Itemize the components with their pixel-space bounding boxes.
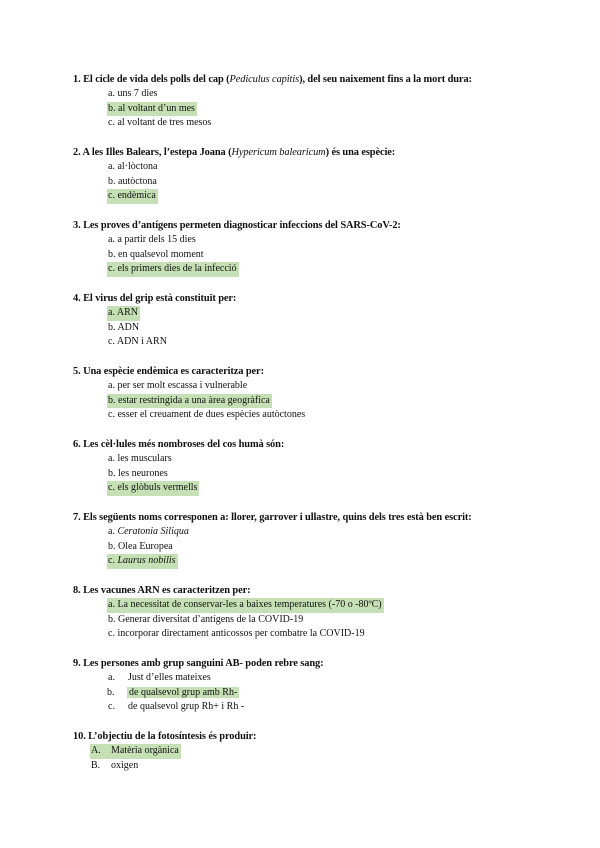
option-text	[107, 525, 191, 540]
option-text	[107, 262, 239, 277]
answer-option	[107, 452, 573, 467]
title-text: ) és una espècie:	[325, 147, 396, 158]
option-text	[107, 627, 367, 642]
option-value: Laurus nobilis	[117, 555, 176, 567]
option-value: ADN i ARN	[116, 336, 167, 348]
option-text	[90, 759, 140, 774]
option-text	[107, 102, 197, 117]
answer-option	[107, 627, 573, 642]
title-text: 6. Les cèl·lules més nombroses del cos humà són:	[73, 439, 285, 450]
answer-option-correct	[107, 189, 573, 204]
question-10	[73, 730, 573, 773]
option-text	[107, 321, 141, 336]
answer-option	[107, 233, 573, 248]
option-value: oxigen	[111, 759, 139, 771]
option-text	[107, 189, 158, 204]
option-value: estar restringida a una àrea geogràfica	[118, 394, 270, 406]
option-label: b.	[108, 394, 116, 406]
option-text	[107, 467, 170, 482]
option-text	[107, 481, 199, 496]
option-label: a.	[108, 380, 115, 391]
question-7	[73, 511, 573, 569]
answer-option-correct	[107, 102, 573, 117]
option-value: endèmica	[117, 190, 156, 202]
answer-option-correct	[107, 394, 573, 409]
option-label: b.	[108, 613, 116, 625]
option-value: Olea Europea	[118, 540, 173, 552]
title-text: 5. Una espècie endèmica es caracteritza per:	[73, 366, 264, 377]
option-value: Ceratonia Siliqua	[117, 526, 189, 537]
option-value: al voltant d’un mes	[118, 102, 195, 114]
option-value: al voltant de tres mesos	[117, 117, 212, 129]
title-text: 4. El virus del grip està constituït per:	[73, 293, 237, 304]
option-label: c.	[108, 117, 115, 129]
option-text	[107, 671, 213, 686]
question-title	[73, 730, 573, 744]
option-text	[107, 598, 384, 613]
answer-option-correct	[107, 306, 573, 321]
title-text: 7. Els següents noms corresponen a: llorer, garrover i ullastre, quins dels tres està ben escrit:	[73, 512, 472, 523]
title-text: 1. El cicle de vida dels polls del cap (	[73, 74, 230, 85]
title-text: 9. Les persones amb grup sanguini AB- poden rebre sang:	[73, 658, 324, 669]
option-label: a.	[108, 88, 115, 99]
answer-option-correct	[107, 481, 573, 496]
option-text	[107, 116, 213, 131]
option-text	[107, 335, 169, 350]
option-text	[107, 160, 159, 175]
option-value: Just d’elles mateixes	[128, 672, 211, 683]
option-value: les neurones	[118, 467, 168, 479]
option-text	[107, 394, 272, 409]
option-value: autòctona	[118, 175, 157, 187]
species-name: Pediculus capitis	[229, 74, 300, 85]
option-label: c.	[108, 701, 115, 713]
question-8	[73, 584, 573, 642]
answer-option	[107, 175, 573, 190]
option-text	[107, 175, 159, 190]
option-label: a.	[108, 234, 115, 245]
option-value: de qualsevol grup amb Rh-	[129, 686, 238, 698]
option-text	[107, 248, 206, 263]
answer-option	[107, 379, 573, 394]
option-value: els glòbuls vermells	[117, 482, 198, 494]
question-4	[73, 292, 573, 350]
answer-option-correct	[107, 262, 573, 277]
option-value: a partir dels 15 dies	[117, 234, 196, 245]
option-label: A.	[91, 745, 101, 756]
option-text	[107, 452, 174, 467]
option-label: c.	[108, 555, 115, 567]
option-value: les musculars	[117, 453, 172, 464]
option-value: per ser molt escassa i vulnerable	[117, 380, 248, 391]
option-label: c.	[108, 409, 115, 421]
option-value: La necessitat de conservar-les a baixes temperatures (-70 o -80ºC)	[117, 599, 382, 610]
option-label: B.	[91, 759, 101, 771]
option-value: ADN	[117, 321, 140, 333]
question-2	[73, 146, 573, 204]
option-label: a.	[108, 599, 115, 610]
option-text	[107, 87, 159, 102]
option-label: a.	[108, 453, 115, 464]
option-value: uns 7 dies	[117, 88, 158, 99]
option-label: c.	[108, 190, 115, 202]
answer-option-correct	[107, 554, 573, 569]
option-text	[107, 700, 246, 715]
answer-option-correct	[107, 598, 573, 613]
title-text: 3. Les proves d’antígens permeten diagnosticar infeccions del SARS-CoV-2:	[73, 220, 401, 231]
option-label: c.	[108, 482, 115, 494]
title-text: 2. A les Illes Balears, l’estepa Joana (	[73, 147, 232, 158]
question-6	[73, 438, 573, 496]
option-label: c.	[108, 263, 115, 275]
question-title	[73, 584, 573, 598]
question-1	[73, 73, 573, 131]
option-text	[90, 744, 181, 759]
question-title	[73, 438, 573, 452]
option-label: a.	[108, 307, 115, 318]
option-value: Generar diversitat d’antígens de la COVID-19	[118, 613, 304, 625]
title-text: 10. L’objectiu de la fotosíntesis és produir:	[73, 731, 257, 742]
option-value: incorporar directament anticossos per combatre la COVID-19	[117, 628, 365, 640]
title-text: 8. Les vacunes ARN es caracteritzen per:	[73, 585, 251, 596]
answer-option	[107, 525, 573, 540]
option-value: de qualsevol grup Rh+ i Rh -	[128, 701, 245, 713]
answer-option	[107, 116, 573, 131]
answer-option	[107, 321, 573, 336]
answer-option	[107, 335, 573, 350]
option-label: c.	[108, 336, 115, 348]
answer-option-correct	[107, 686, 573, 701]
option-label: a.	[108, 161, 115, 172]
option-label: a.	[108, 526, 115, 537]
option-value: els primers dies de la infecció	[117, 263, 237, 275]
option-text	[107, 554, 178, 569]
question-title	[73, 511, 573, 525]
question-title	[73, 657, 573, 671]
option-text	[107, 686, 239, 701]
question-5	[73, 365, 573, 423]
answer-option	[90, 759, 573, 774]
option-value: en qualsevol moment	[118, 248, 204, 260]
option-value: ARN	[116, 307, 139, 318]
option-label: b.	[108, 248, 116, 260]
answer-option	[107, 700, 573, 715]
question-9	[73, 657, 573, 715]
option-value: esser el creuament de dues espècies autòctones	[117, 409, 306, 421]
option-label: b.	[108, 540, 116, 552]
question-title	[73, 292, 573, 306]
answer-option	[107, 613, 573, 628]
option-text	[107, 379, 249, 394]
answer-option	[107, 87, 573, 102]
option-label: b.	[108, 321, 116, 333]
species-name: Hypericum balearicum	[231, 147, 326, 158]
answer-option	[107, 248, 573, 263]
option-value: Matèria orgànica	[111, 745, 179, 756]
question-title	[73, 73, 573, 87]
answer-option	[107, 160, 573, 175]
question-title	[73, 365, 573, 379]
question-title	[73, 219, 573, 233]
option-label: b.	[107, 686, 115, 698]
answer-option	[107, 467, 573, 482]
option-label: b.	[108, 102, 116, 114]
answer-option	[107, 408, 573, 423]
option-label: b.	[108, 467, 116, 479]
option-text	[107, 408, 307, 423]
option-label: b.	[108, 175, 116, 187]
option-label: c.	[108, 628, 115, 640]
answer-option	[107, 540, 573, 555]
answer-option	[107, 671, 573, 686]
option-text	[107, 306, 140, 321]
option-text	[107, 233, 198, 248]
option-value: al·lòctona	[117, 161, 158, 172]
option-text	[107, 540, 175, 555]
answer-option-correct	[90, 744, 573, 759]
option-text	[107, 613, 305, 628]
question-title	[73, 146, 573, 160]
question-3	[73, 219, 573, 277]
option-label: a.	[108, 672, 115, 683]
title-text: ), del seu naixement fins a la mort dura:	[299, 74, 472, 85]
